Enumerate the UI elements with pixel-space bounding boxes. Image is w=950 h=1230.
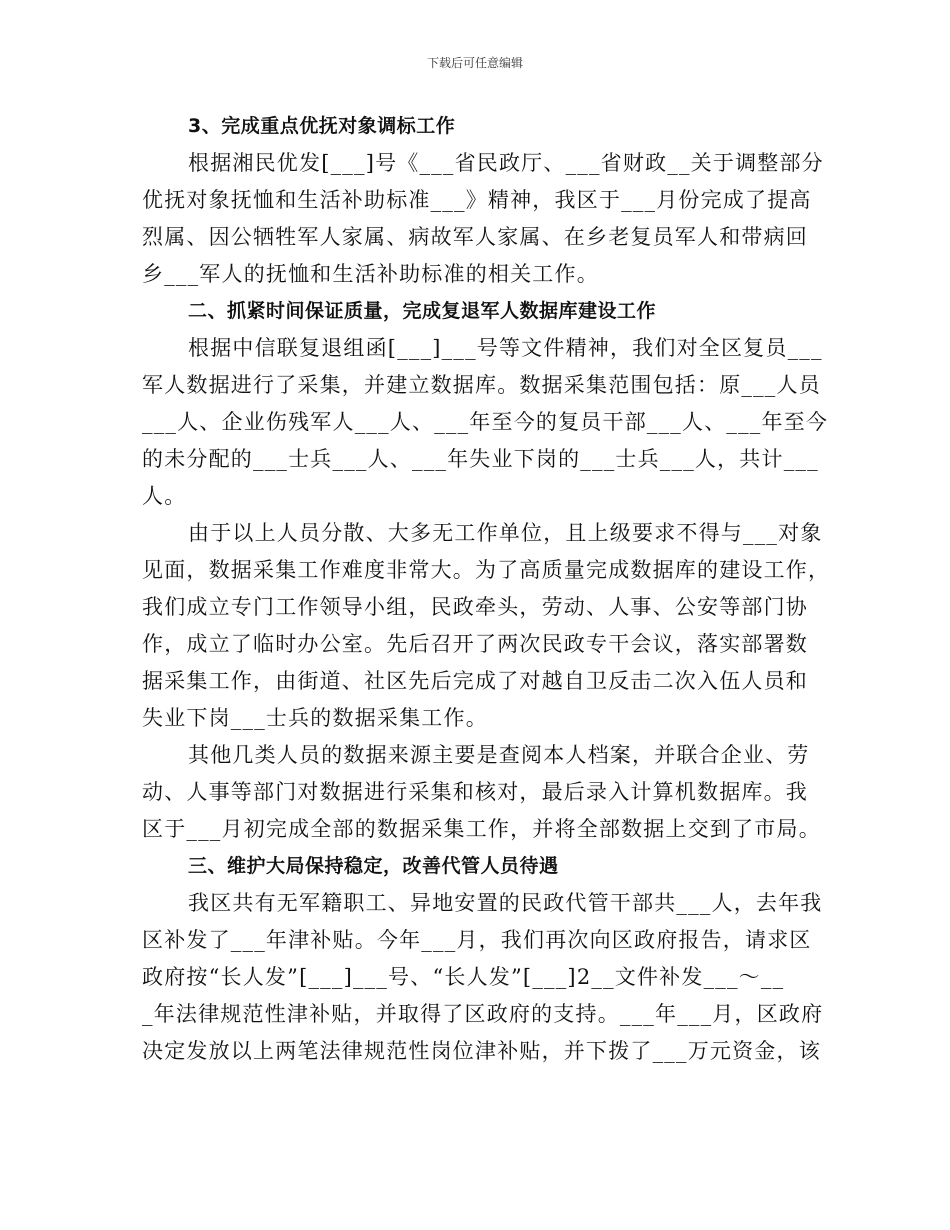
paragraph-line: 由于以上人员分散、大多无工作单位，且上级要求不得与___对象 bbox=[188, 521, 823, 545]
paragraph-line: ___人、企业伤残军人___人、___年至今的复员干部___人、___年至今 bbox=[142, 410, 829, 434]
paragraph-line: 政府按“长人发”[___]___号、“长人发”[___]2__文件补发___～__ bbox=[142, 965, 785, 989]
paragraph-line: 见面，数据采集工作难度非常大。为了高质量完成数据库的建设工作， bbox=[142, 558, 831, 582]
paragraph-line: 作，成立了临时办公室。先后召开了两次民政专干会议，落实部署数 bbox=[142, 632, 808, 656]
paragraph-line: 烈属、因公牺牲军人家属、病故军人家属、在乡老复员军人和带病回 bbox=[142, 225, 808, 249]
paragraph-other-sources bbox=[142, 737, 821, 848]
section-heading-3-stability: 三、维护大局保持稳定，改善代管人员待遇 bbox=[188, 855, 559, 877]
paragraph-difficulty bbox=[142, 515, 831, 737]
page-header-note: 下载后可任意编辑 bbox=[426, 56, 523, 70]
paragraph-line: 决定发放以上两笔法律规范性岗位津补贴，并下拨了___万元资金，该 bbox=[142, 1039, 821, 1063]
paragraph-adjust-standards bbox=[142, 145, 824, 293]
paragraph-allowance bbox=[142, 885, 824, 1070]
paragraph-line: 据采集工作，由街道、社区先后完成了对越自卫反击二次入伍人员和 bbox=[142, 669, 808, 693]
paragraph-line: 动、人事等部门对数据进行采集和核对，最后录入计算机数据库。我 bbox=[142, 780, 808, 804]
paragraph-line: 军人数据进行了采集，并建立数据库。数据采集范围包括：原___人员 bbox=[142, 373, 821, 397]
paragraph-line: 优抚对象抚恤和生活补助标准___》精神，我区于___月份完成了提高 bbox=[142, 188, 812, 212]
paragraph-line: 其他几类人员的数据来源主要是查阅本人档案，并联合企业、劳 bbox=[188, 743, 810, 767]
paragraph-line: _年法律规范性津补贴，并取得了区政府的支持。___年___月，区政府 bbox=[142, 1002, 824, 1026]
paragraph-line: 人。 bbox=[142, 484, 187, 508]
document-body bbox=[142, 108, 831, 1070]
paragraph-data-collection bbox=[142, 330, 829, 515]
section-heading-3: 3、完成重点优抚对象调标工作 bbox=[188, 115, 456, 137]
section-heading-2: 二、抓紧时间保证质量，完成复退军人数据库建设工作 bbox=[188, 300, 657, 322]
paragraph-line: 我区共有无军籍职工、异地安置的民政代管干部共___人，去年我 bbox=[188, 891, 823, 915]
paragraph-line: 根据湘民优发[___]号《___省民政厅、___省财政__关于调整部分 bbox=[188, 151, 824, 175]
paragraph-line: 失业下岗___士兵的数据采集工作。 bbox=[142, 706, 488, 730]
paragraph-line: 区补发了___年津补贴。今年___月，我们再次向区政府报告，请求区 bbox=[142, 928, 812, 952]
paragraph-line: 根据中信联复退组函[___]___号等文件精神，我们对全区复员___ bbox=[188, 336, 823, 360]
paragraph-line: 的未分配的___士兵___人、___年失业下岗的___士兵___人，共计___ bbox=[142, 447, 819, 471]
paragraph-line: 我们成立专门工作领导小组，民政牵头，劳动、人事、公安等部门协 bbox=[142, 595, 808, 619]
paragraph-line: 乡___军人的抚恤和生活补助标准的相关工作。 bbox=[142, 262, 599, 286]
paragraph-line: 区于___月初完成全部的数据采集工作，并将全部数据上交到了市局。 bbox=[142, 817, 821, 841]
